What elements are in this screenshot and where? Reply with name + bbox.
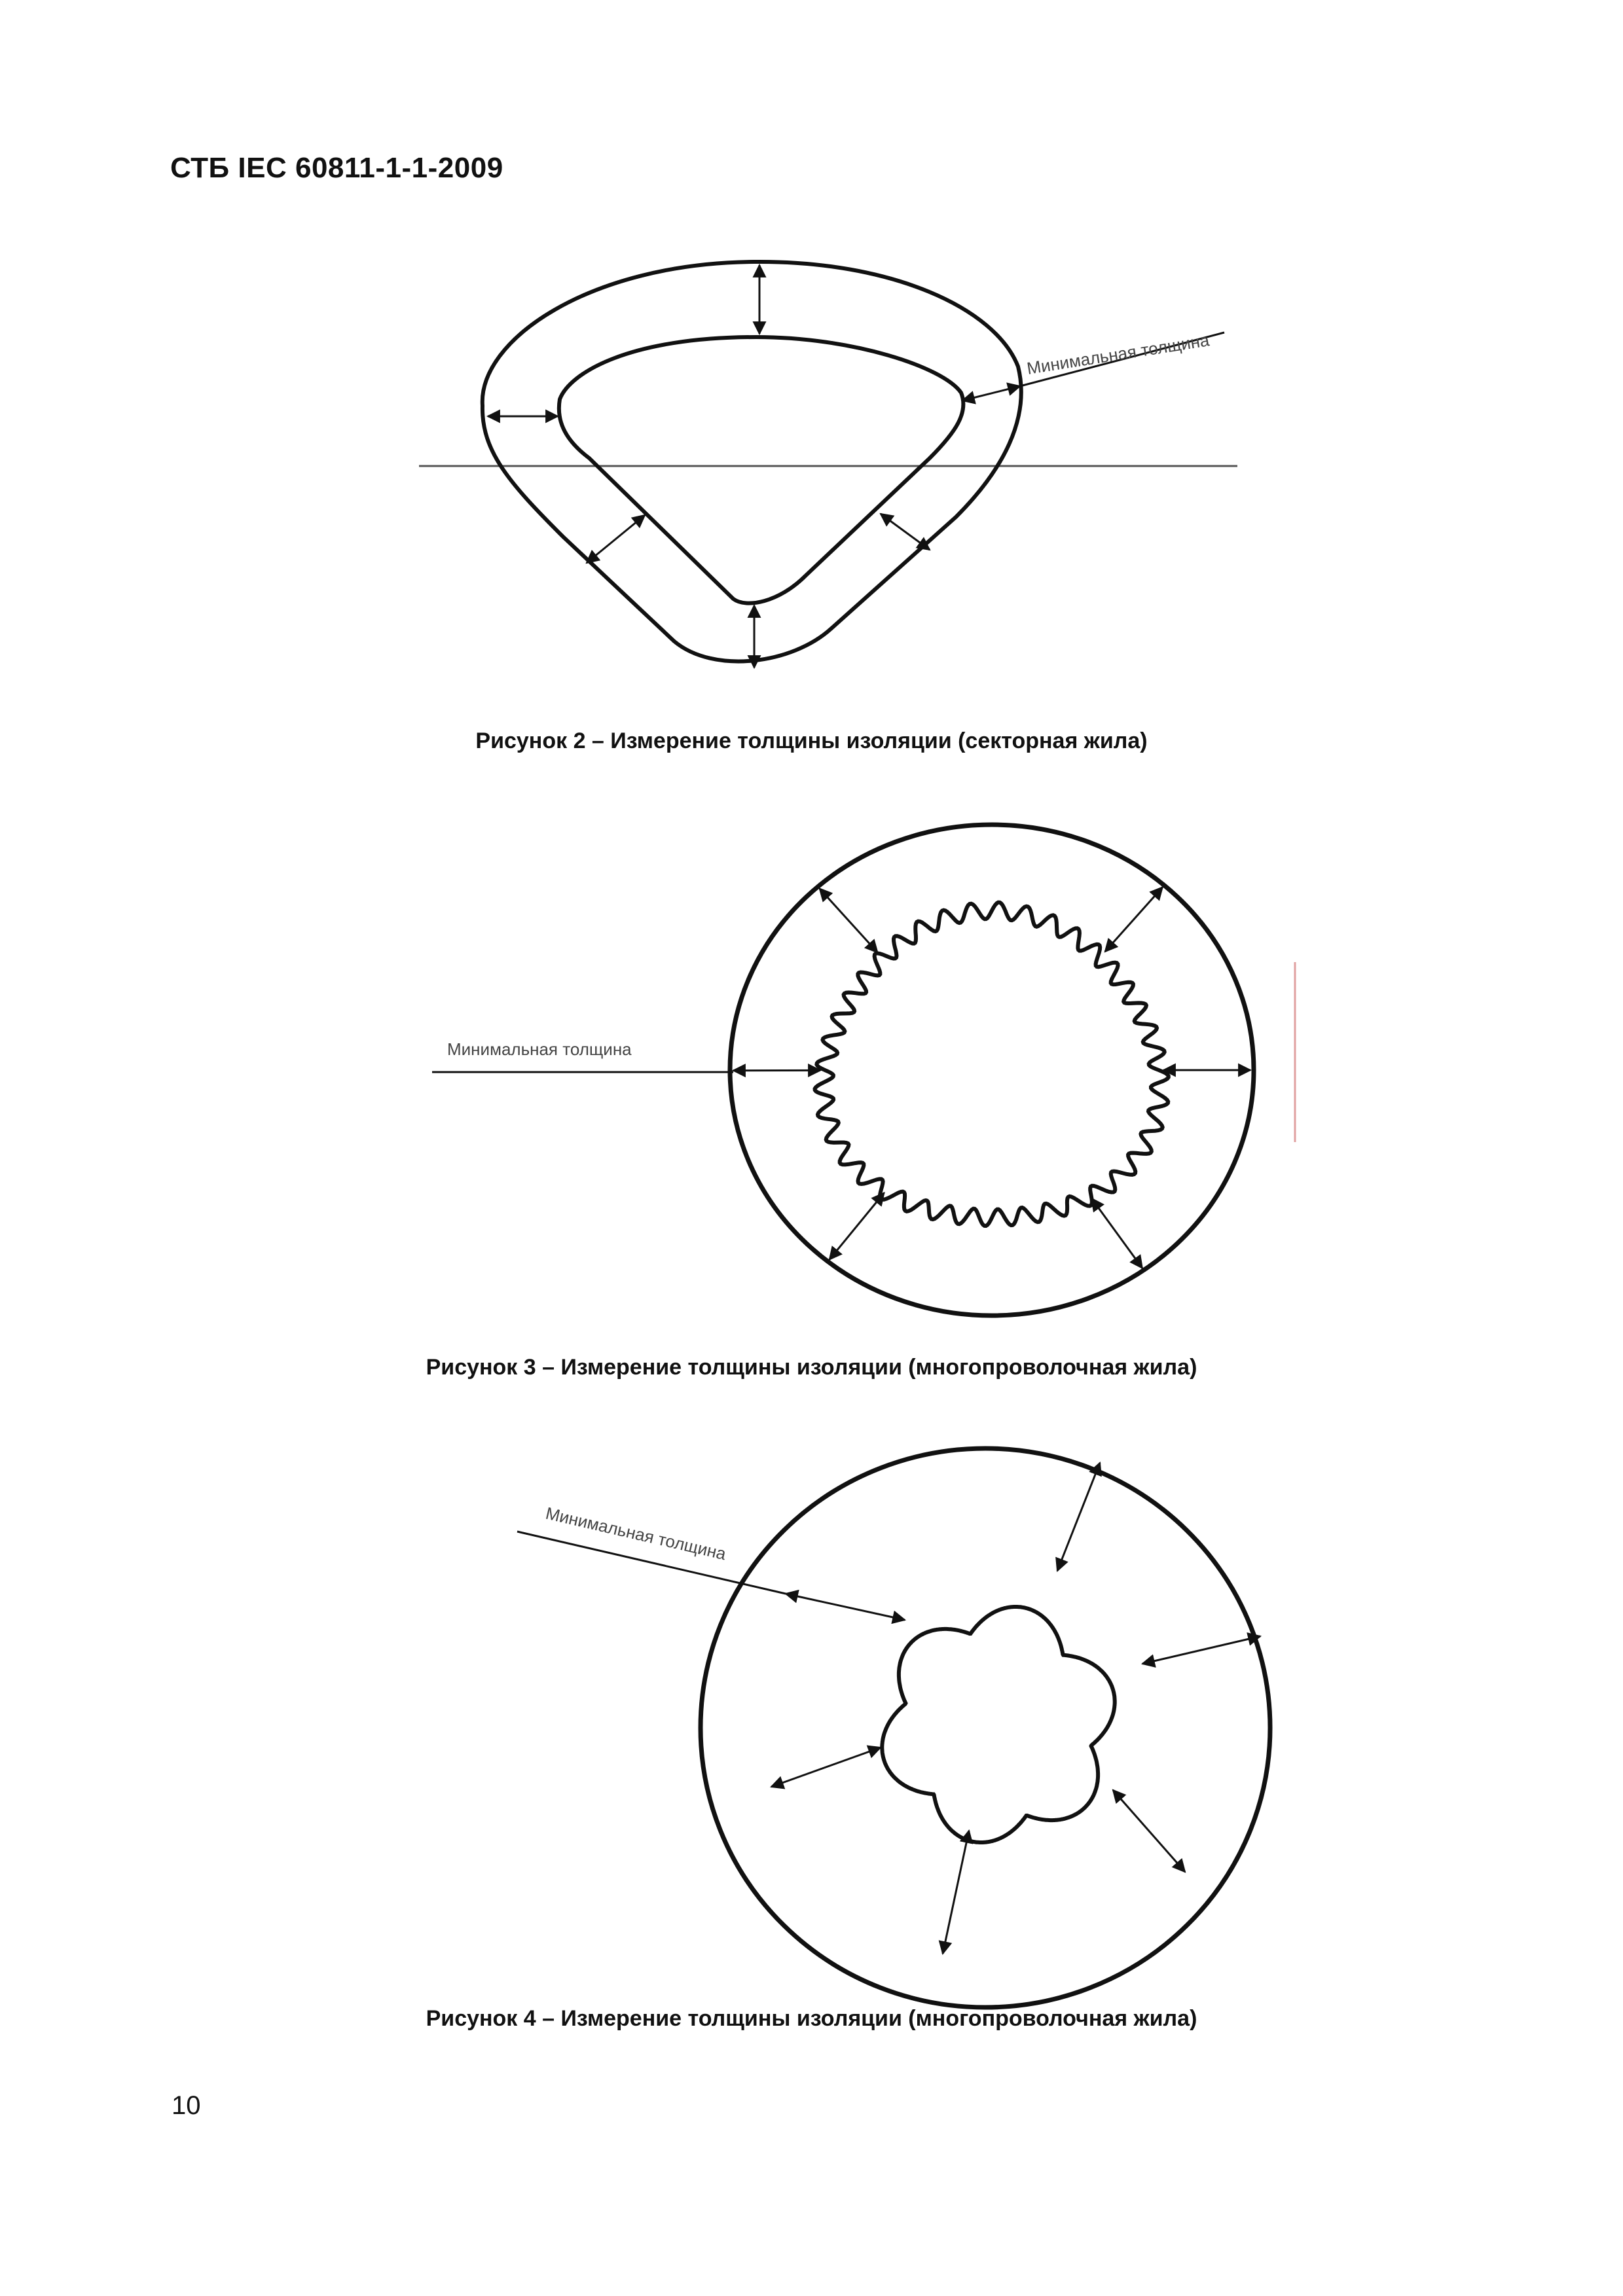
- thickness-arrow: [820, 889, 878, 953]
- thickness-arrow: [881, 514, 930, 550]
- figure-4-caption: Рисунок 4 – Измерение толщины изоляции (многопроволочная жила): [426, 2006, 1197, 2031]
- figure-3-stranded-conductor: [0, 772, 1623, 1335]
- thickness-arrow: [786, 1594, 905, 1620]
- thickness-arrow: [1091, 1198, 1142, 1268]
- min-thickness-label: Минимальная толщина: [543, 1503, 728, 1564]
- wavy-core-contour: [815, 903, 1169, 1226]
- document-code: СТБ IEC 60811-1-1-2009: [170, 152, 503, 184]
- flower-core-contour: [882, 1607, 1114, 1842]
- thickness-arrow: [830, 1193, 884, 1260]
- min-thickness-label: Минимальная толщина: [447, 1039, 632, 1059]
- thickness-arrow: [1057, 1463, 1100, 1571]
- figure-2-caption: Рисунок 2 – Измерение толщины изоляции (секторная жила): [475, 728, 1148, 753]
- thickness-arrow: [1113, 1790, 1185, 1872]
- min-thickness-label: Минимальная толщина: [1025, 330, 1211, 378]
- figure-4-stranded-conductor: [0, 1427, 1623, 2016]
- thickness-arrow: [587, 515, 645, 563]
- thickness-arrow: [943, 1831, 969, 1954]
- figure-3-caption: Рисунок 3 – Измерение толщины изоляции (многопроволочная жила): [426, 1355, 1197, 1380]
- thickness-arrow: [1142, 1636, 1260, 1664]
- page-number: 10: [172, 2091, 201, 2120]
- outer-circle: [701, 1448, 1270, 2007]
- thickness-arrow: [1105, 888, 1163, 952]
- figure-2-sector-conductor: [0, 0, 1623, 733]
- thickness-arrow: [771, 1748, 881, 1787]
- min-thickness-arrow: [962, 386, 1020, 401]
